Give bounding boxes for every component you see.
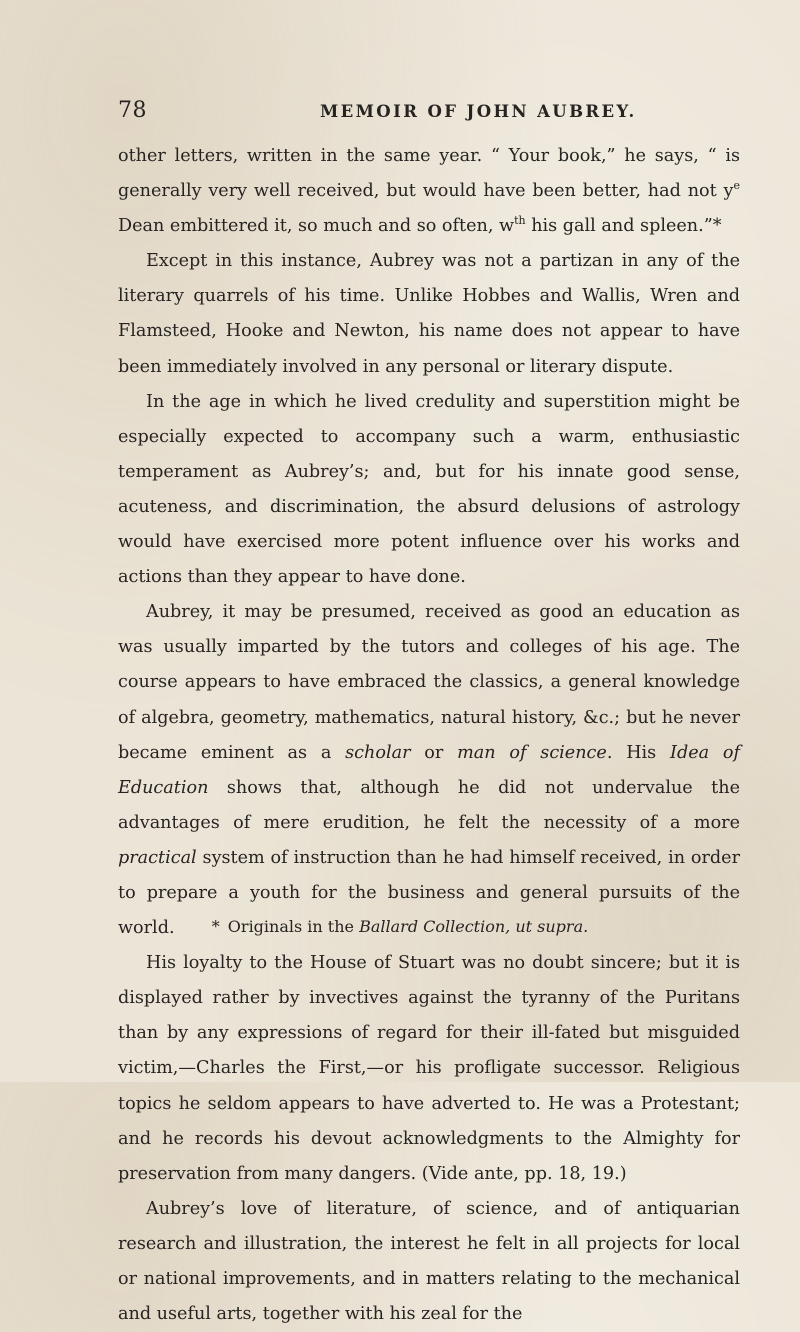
footnote-mark: * (211, 917, 220, 936)
page-number: 78 (118, 98, 147, 123)
italic-text: man of science (457, 742, 607, 763)
text-run: In the age in which he lived credulity and superstition might be especially expected to accompany such a warm, enthusiastic temperament as Aubrey’s; and, but for his innate good sense, acuteness, and discrimination, the absurd delusions of astrology would have exercised more potent influence over his works and actions than they appear to have done. (118, 391, 740, 588)
text-run: . His (606, 742, 670, 763)
text-run: Aubrey, it may be presumed, received as good an education as was usually imparted by the tutors and colleges of his age. The course appears to have embraced the classics, a general knowledge of algebra, geometry, mathematics, natural history, &c.; but he never became eminent as a (118, 602, 740, 763)
italic-text: Idea of Education (118, 742, 741, 798)
text-run: system of instruction than he had himself received, in order to prepare a youth for the business and general pursuits of the world. (118, 847, 740, 939)
paragraph (118, 1192, 740, 1332)
footnote-text (228, 917, 588, 936)
text-run: Except in this instance, Aubrey was not a partizan in any of the literary quarrels of his time. Unlike Hobbes and Wallis, Wren and Flamsteed, Hooke and Newton, his name does not appear to have been immediately involved in any personal or literary dispute. (118, 251, 740, 377)
paragraph (118, 595, 740, 946)
superscript-text: th (514, 214, 526, 228)
paragraph (118, 244, 740, 384)
body-text (118, 139, 740, 1332)
paragraph (118, 946, 740, 1192)
footnote (0, 917, 800, 936)
paragraph (118, 139, 740, 244)
running-head (118, 98, 678, 128)
text-run: Aubrey’s love of literature, of science, and of antiquarian research and illustration, the interest he felt in all projects for local or national improvements, and in matters relating to the mechanical and useful arts, together with his zeal for the (118, 1198, 740, 1325)
footnote-italic-text: Ballard Collection, ut supra. (359, 917, 589, 936)
running-title: MEMOIR OF JOHN AUBREY. (320, 102, 637, 121)
italic-text: scholar (345, 742, 411, 763)
text-run: his gall and spleen.”* (525, 216, 722, 237)
paragraph (118, 385, 740, 596)
footnote-text-run: Originals in the (227, 917, 360, 936)
text-run: or (410, 742, 458, 763)
text-run: other letters, written in the same year. “ Your book,” he says, “ is generally very well received, but would have been better, had not y (118, 146, 740, 202)
italic-text: practical (118, 847, 197, 868)
text-run: Dean embittered it, so much and so often, w (118, 216, 515, 237)
text-run: His loyalty to the House of Stuart was no doubt sincere; but it is displayed rather by invectives against the tyranny of the Puritans than by any expressions of regard for their ill-fated but misguided victim,—Charles the First,—or his profligate successor. Religious topics he seldom appears to have adverted to. He was a Protestant; and he records his devout acknowledgments to the Almighty for preservation from many dangers. (Vide ante, pp. 18, 19.) (118, 953, 740, 1184)
text-run: shows that, although he did not undervalue the advantages of mere erudition, he felt the necessity of a more (118, 777, 740, 833)
superscript-text: e (733, 179, 740, 193)
